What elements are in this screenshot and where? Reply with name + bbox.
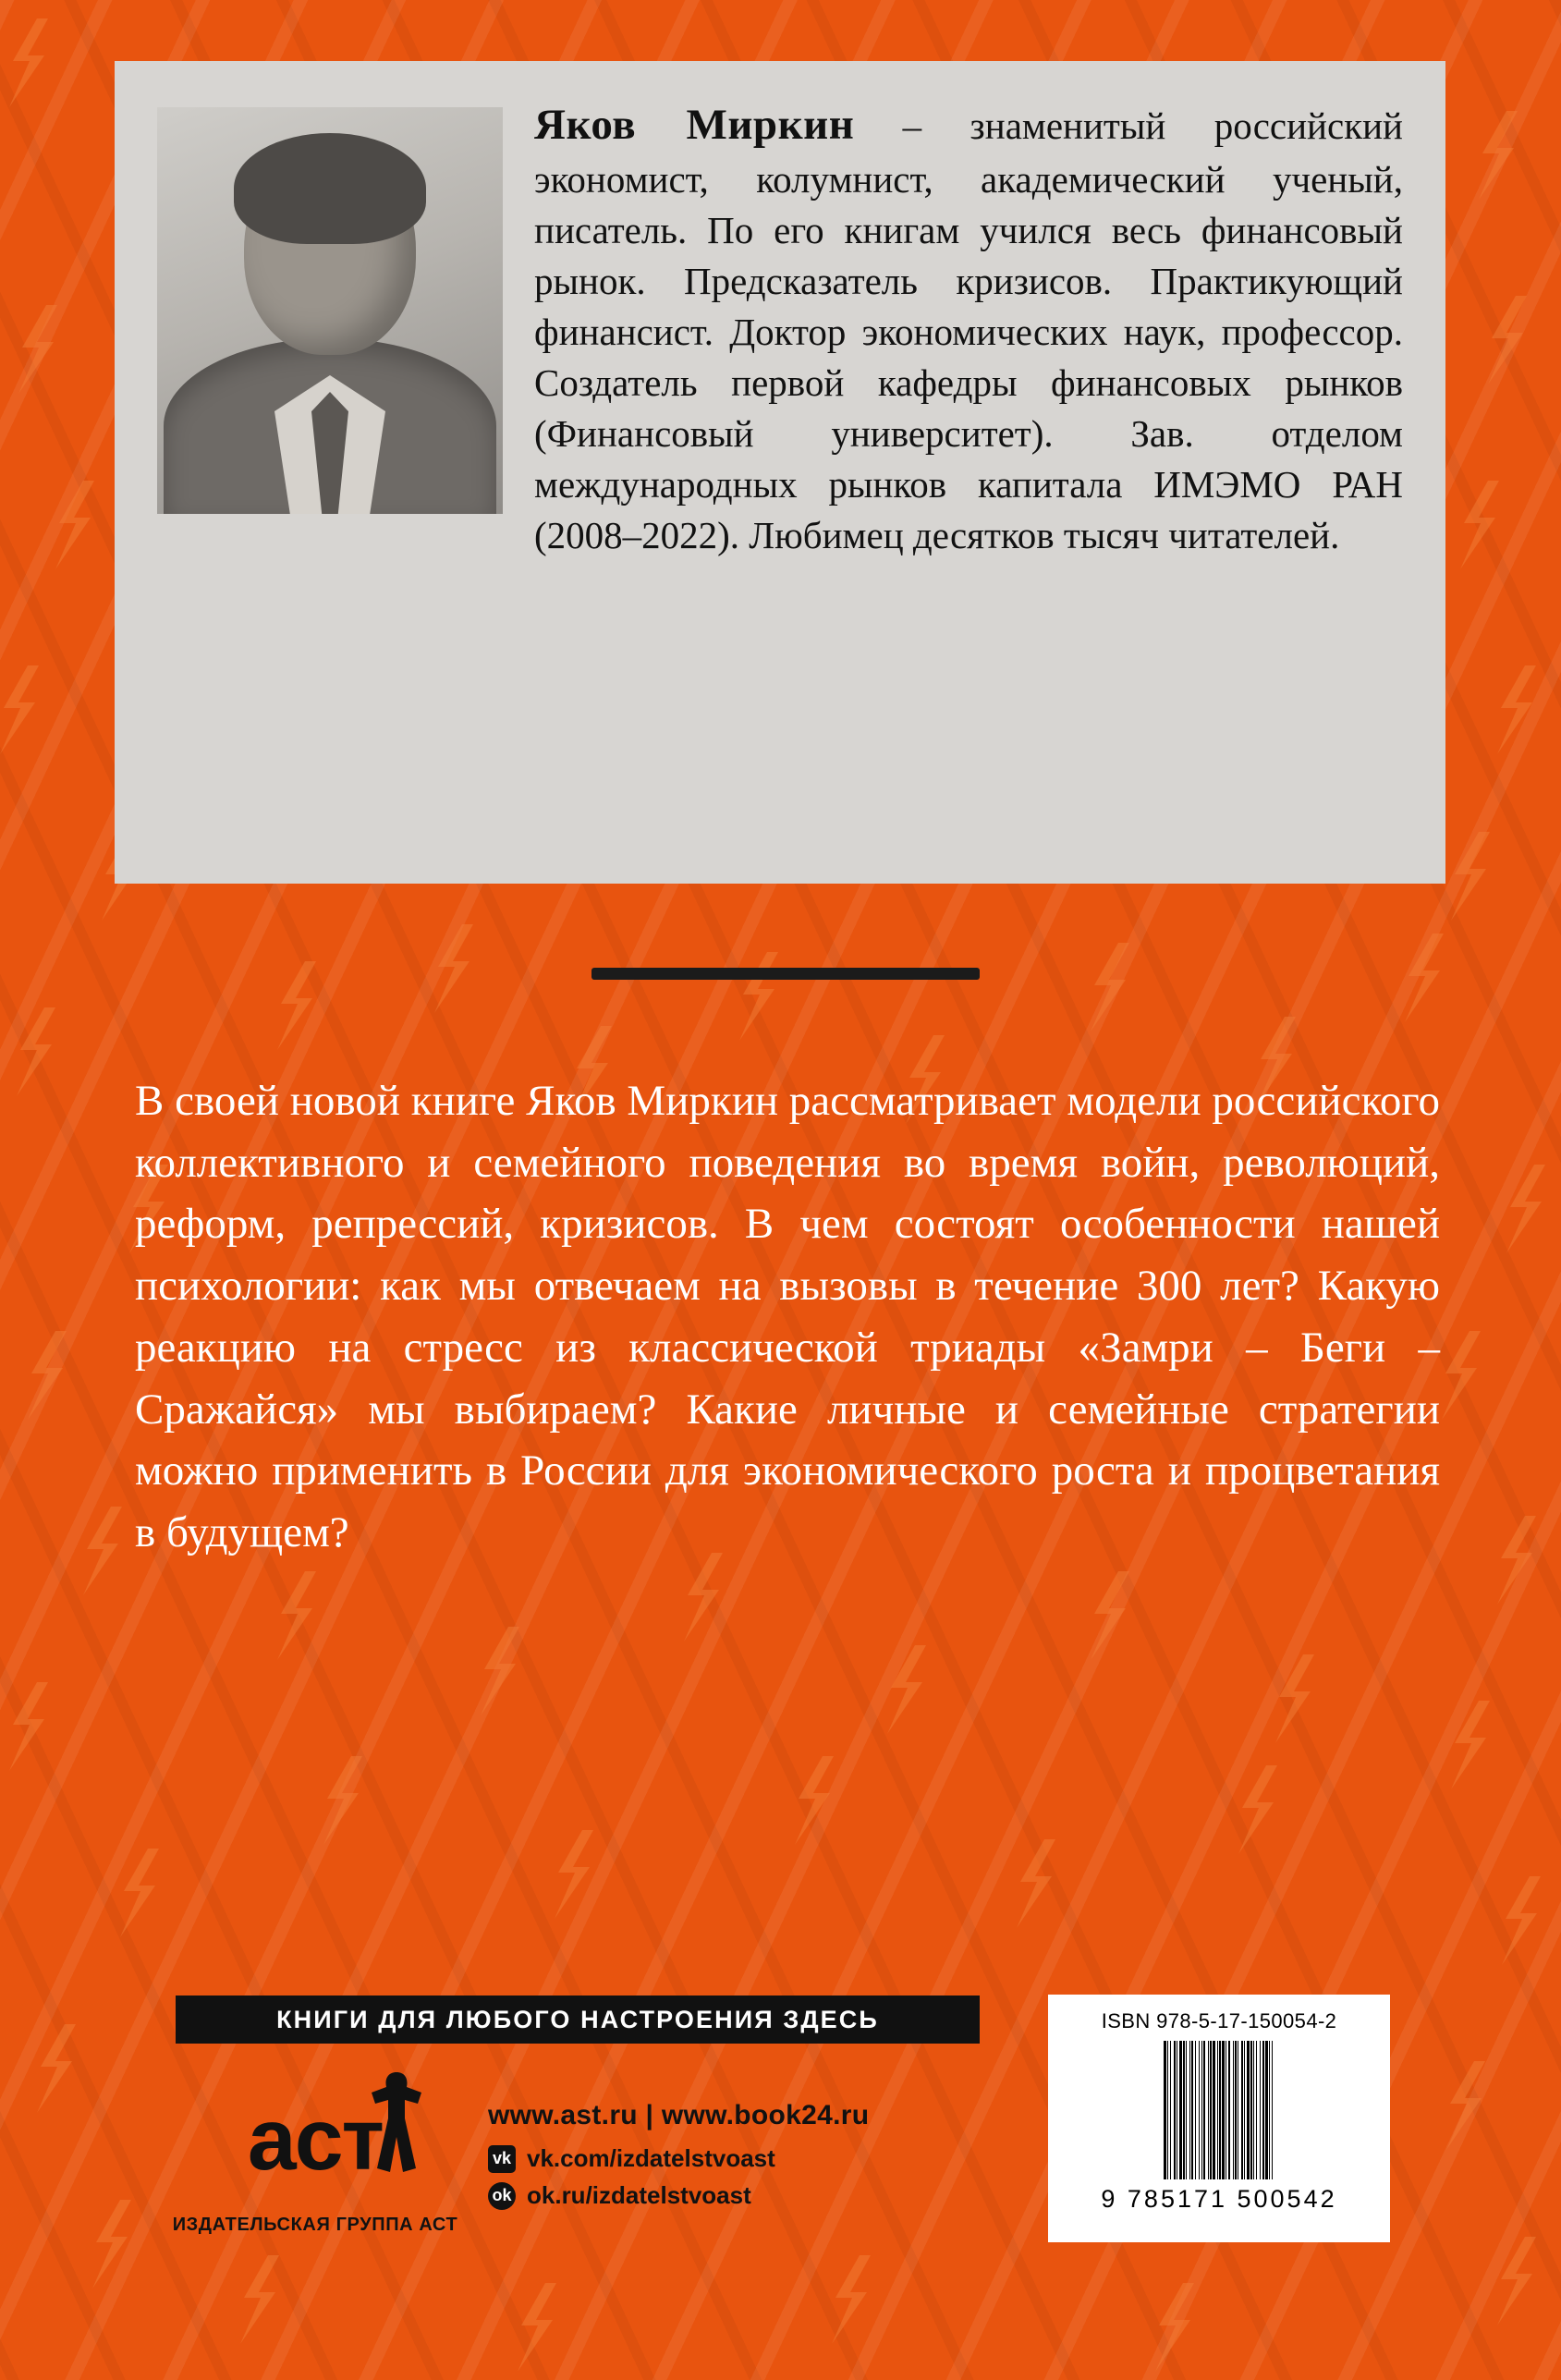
isbn-barcode-box	[1048, 1995, 1390, 2242]
ast-logo-mark	[200, 2070, 431, 2209]
isbn-label: ISBN 978-5-17-150054-2	[1101, 2009, 1337, 2032]
ast-logo-letters: аст	[247, 2091, 384, 2189]
barcode	[1063, 2041, 1375, 2179]
publisher-links	[488, 2100, 869, 2218]
isbn-digits: 9 785171 500542	[1101, 2185, 1337, 2213]
ok-link[interactable]: ok.ru/izdatelstvoast	[527, 2181, 751, 2209]
ok-icon: ok	[488, 2182, 516, 2210]
author-photo	[157, 107, 503, 514]
vk-link[interactable]: vk.com/izdatelstvoast	[527, 2144, 775, 2172]
author-bio: – знаменитый российский экономист, колумнист, академический ученый, писатель. По его книгам учился весь финансовый рынок. Предсказатель кризисов. Практикующий финансист. Доктор экономических наук, профессор. Создатель первой кафедры финансовых рынков (Финансовый университет). Зав. отделом международных рынков капитала ИМЭМО РАН (2008–2022). Любимец десятков тысяч читателей.	[534, 104, 1403, 556]
author-info-panel	[115, 61, 1445, 884]
book-annotation: В своей новой книге Яков Миркин рассматривает модели российского коллективного и семейного поведения во время войн, революций, реформ, репрессий, кризисов. В чем состоят особенности нашей психологии: как мы отвечаем на вызовы в течение 300 лет? Какую реакцию на стресс из классической триады «Замри – Беги – Сражайся» мы выбираем? Какие личные и семейные стратегии можно применить в России для экономического роста и процветания в будущем?	[135, 1077, 1440, 1557]
publisher-slogan-banner: КНИГИ ДЛЯ ЛЮБОГО НАСТРОЕНИЯ ЗДЕСЬ	[176, 1996, 980, 2044]
publisher-caption: ИЗДАТЕЛЬСКАЯ ГРУППА АСТ	[172, 2215, 458, 2235]
author-name: Яков Миркин	[534, 101, 855, 149]
ast-figure-icon	[368, 2072, 425, 2172]
ok-link-row[interactable]	[488, 2181, 869, 2210]
divider-rule	[591, 968, 980, 980]
vk-link-row[interactable]	[488, 2144, 869, 2173]
publisher-logo	[172, 2070, 458, 2236]
vk-icon: vk	[488, 2145, 516, 2173]
website-links[interactable]: www.ast.ru | www.book24.ru	[488, 2100, 870, 2130]
